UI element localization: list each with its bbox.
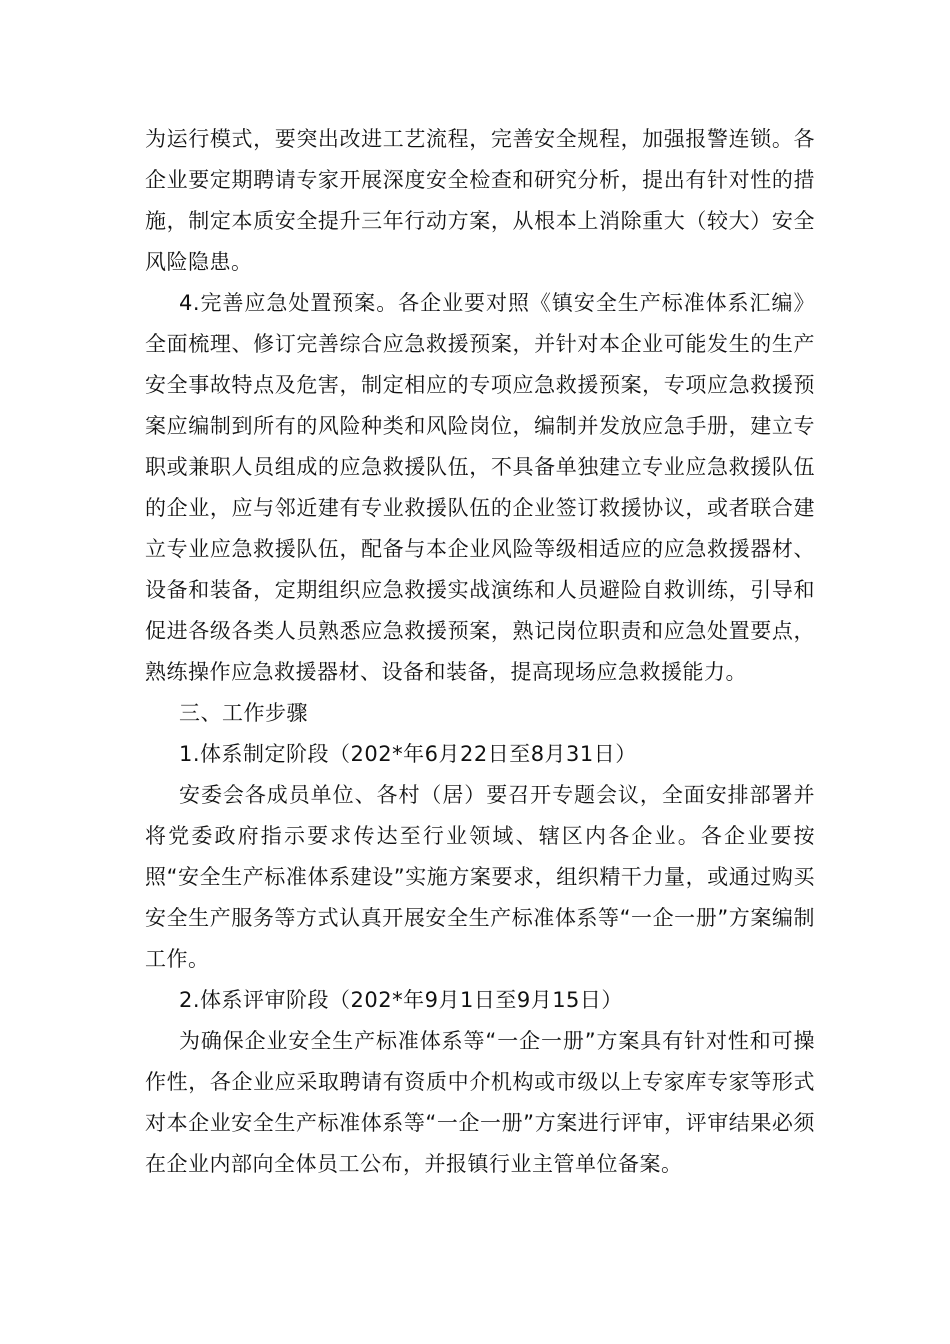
subheading-system-review-stage: 2.体系评审阶段（202*年9月1日至9月15日）: [179, 988, 623, 1012]
paragraph-system-review: 为确保企业安全生产标准体系等“一企一册”方案具有针对性和可操作性，各企业应采取聘请有资质中介机构或市级以上专家库专家等形式对本企业安全生产标准体系等“一企一册”方案进行评审，评审结果必须在企业内部向全体员工公布，并报镇行业主管单位备案。: [145, 1029, 815, 1176]
paragraph-risk-elimination: 为运行模式，要突出改进工艺流程，完善安全规程，加强报警连锁。各企业要定期聘请专家开展深度安全检查和研究分析，提出有针对性的措施，制定本质安全提升三年行动方案，从根本上消除重大（较大）安全风险隐患。: [145, 127, 815, 274]
paragraph-emergency-plan: 4.完善应急处置预案。各企业要对照《镇安全生产标准体系汇编》全面梳理、修订完善综合应急救援预案，并针对本企业可能发生的生产安全事故特点及危害，制定相应的专项应急救援预案，专项应急救援预案应编制到所有的风险种类和风险岗位，编制并发放应急手册，建立专职或兼职人员组成的应急救援队伍，不具备单独建立专业应急救援队伍的企业，应与邻近建有专业救援队伍的企业签订救援协议，或者联合建立专业应急救援队伍，配备与本企业风险等级相适应的应急救援器材、设备和装备，定期组织应急救援实战演练和人员避险自救训练，引导和促进各级各类人员熟悉应急救援预案，熟记岗位职责和应急处置要点，熟练操作应急救援器材、设备和装备，提高现场应急救援能力。: [145, 291, 815, 684]
document-body: [145, 119, 815, 1185]
section-heading-work-steps: 三、工作步骤: [179, 701, 308, 725]
paragraph-system-formulation: 安委会各成员单位、各村（居）要召开专题会议，全面安排部署并将党委政府指示要求传达至行业领域、辖区内各企业。各企业要按照“安全生产标准体系建设”实施方案要求，组织精干力量，或通过购买安全生产服务等方式认真开展安全生产标准体系等“一企一册”方案编制工作。: [145, 783, 815, 971]
subheading-system-formulation-stage: 1.体系制定阶段（202*年6月22日至8月31日）: [179, 742, 637, 766]
